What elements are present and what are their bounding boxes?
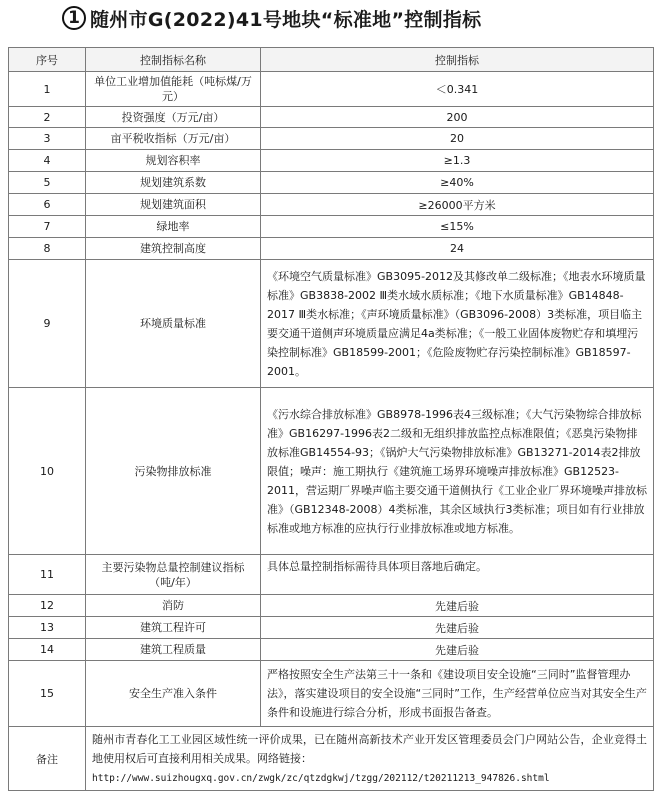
table-row (9, 238, 654, 260)
table-row (9, 639, 654, 661)
table-row (9, 194, 654, 216)
row-name: 建筑工程许可 (86, 617, 261, 639)
row-value: 《污水综合排放标准》GB8978-1996表4三级标准；《大气污染物综合排放标准》GB16297-1996表2二级和无组织排放监控点标准限值；《恶臭污染物排放标准GB14554-93；《锅炉大气污染物排放标准》GB13271-2014表2排放限值；噪声：施工期执行《建筑施工场界环境噪声排放标准》GB12523-2011，营运期厂界噪声临主要交通干道侧执行《工业企业厂界环境噪声排放标准》（GB12348-2008）4类标准，其余区域执行3类标准；项目如有行业排放标准或地方标准的应执行行业排放标准或地方标准。 (261, 388, 654, 555)
row-name: 规划建筑面积 (86, 194, 261, 216)
header-value: 控制指标 (261, 48, 654, 72)
table-row (9, 617, 654, 639)
table-row (9, 388, 654, 555)
row-name: 安全生产准入条件 (86, 661, 261, 727)
note-text: 随州市青春化工工业园区域性统一评价成果，已在随州高新技术产业开发区管理委员会门户网站公告，企业竞得土地使用权后可直接利用相关成果。网络链接： (92, 732, 647, 765)
row-name: 投资强度（万元/亩） (86, 107, 261, 128)
row-no: 1 (9, 72, 86, 107)
row-no: 7 (9, 216, 86, 238)
table-row (9, 216, 654, 238)
table-header-row (9, 48, 654, 72)
title-number-badge: 1 (62, 6, 86, 30)
header-name: 控制指标名称 (86, 48, 261, 72)
row-no: 5 (9, 172, 86, 194)
row-value: 先建后验 (261, 617, 654, 639)
row-no: 13 (9, 617, 86, 639)
row-value: 具体总量控制指标需待具体项目落地后确定。 (261, 555, 654, 595)
table-row (9, 661, 654, 727)
note-link[interactable]: http://www.suizhougxq.gov.cn/zwgk/zc/qtzdgkwj/tzgg/202112/t20211213_947826.shtml (92, 772, 550, 784)
row-value: 20 (261, 128, 654, 150)
row-no: 4 (9, 150, 86, 172)
table-row (9, 128, 654, 150)
row-value: ＜0.341 (261, 72, 654, 107)
row-no: 6 (9, 194, 86, 216)
row-value: ≤15% (261, 216, 654, 238)
row-name: 建筑控制高度 (86, 238, 261, 260)
row-name: 消防 (86, 595, 261, 617)
row-no: 2 (9, 107, 86, 128)
row-name: 建筑工程质量 (86, 639, 261, 661)
row-name: 规划容积率 (86, 150, 261, 172)
note-row (9, 727, 654, 791)
table-row (9, 555, 654, 595)
row-name: 规划建筑系数 (86, 172, 261, 194)
row-no: 15 (9, 661, 86, 727)
row-value: 严格按照安全生产法第三十一条和《建设项目安全设施“三同时”监督管理办法》，落实建设项目的安全设施“三同时”工作，生产经营单位应当对其安全生产条件和设施进行综合分析，形成书面报告备查。 (261, 661, 654, 727)
row-name: 亩平税收指标（万元/亩） (86, 128, 261, 150)
page-title (62, 0, 481, 36)
row-name: 环境质量标准 (86, 260, 261, 388)
control-indicator-table (8, 47, 654, 791)
row-value: ≥26000平方米 (261, 194, 654, 216)
row-no: 8 (9, 238, 86, 260)
table-row (9, 595, 654, 617)
row-name: 主要污染物总量控制建议指标（吨/年） (86, 555, 261, 595)
row-value: ≥40% (261, 172, 654, 194)
table-row (9, 260, 654, 388)
row-name: 单位工业增加值能耗（吨标煤/万元） (86, 72, 261, 107)
row-no: 14 (9, 639, 86, 661)
row-value: ≥1.3 (261, 150, 654, 172)
title-text: 随州市G(2022)41号地块“标准地”控制指标 (90, 8, 482, 31)
row-name: 绿地率 (86, 216, 261, 238)
row-no: 9 (9, 260, 86, 388)
header-no: 序号 (9, 48, 86, 72)
table-row (9, 150, 654, 172)
row-value: 先建后验 (261, 595, 654, 617)
table-row (9, 172, 654, 194)
table-row (9, 72, 654, 107)
row-no: 11 (9, 555, 86, 595)
table-row (9, 107, 654, 128)
row-no: 12 (9, 595, 86, 617)
note-cell (86, 727, 654, 791)
row-value: 24 (261, 238, 654, 260)
row-value: 先建后验 (261, 639, 654, 661)
row-value: 《环境空气质量标准》GB3095-2012及其修改单二级标准；《地表水环境质量标准》GB3838-2002 Ⅲ类水域水质标准；《地下水质量标准》GB14848-2017 Ⅲ类水标准；《声环境质量标准》（GB3096-2008）3类标准，项目临主要交通干道侧声环境质量应满足4a类标准；《一般工业固体废物贮存和填埋污染控制标准》GB18599-2001；《危险废物贮存污染控制标准》GB18597-2001。 (261, 260, 654, 388)
row-no: 10 (9, 388, 86, 555)
row-no: 3 (9, 128, 86, 150)
note-label: 备注 (9, 727, 86, 791)
row-value: 200 (261, 107, 654, 128)
row-name: 污染物排放标准 (86, 388, 261, 555)
